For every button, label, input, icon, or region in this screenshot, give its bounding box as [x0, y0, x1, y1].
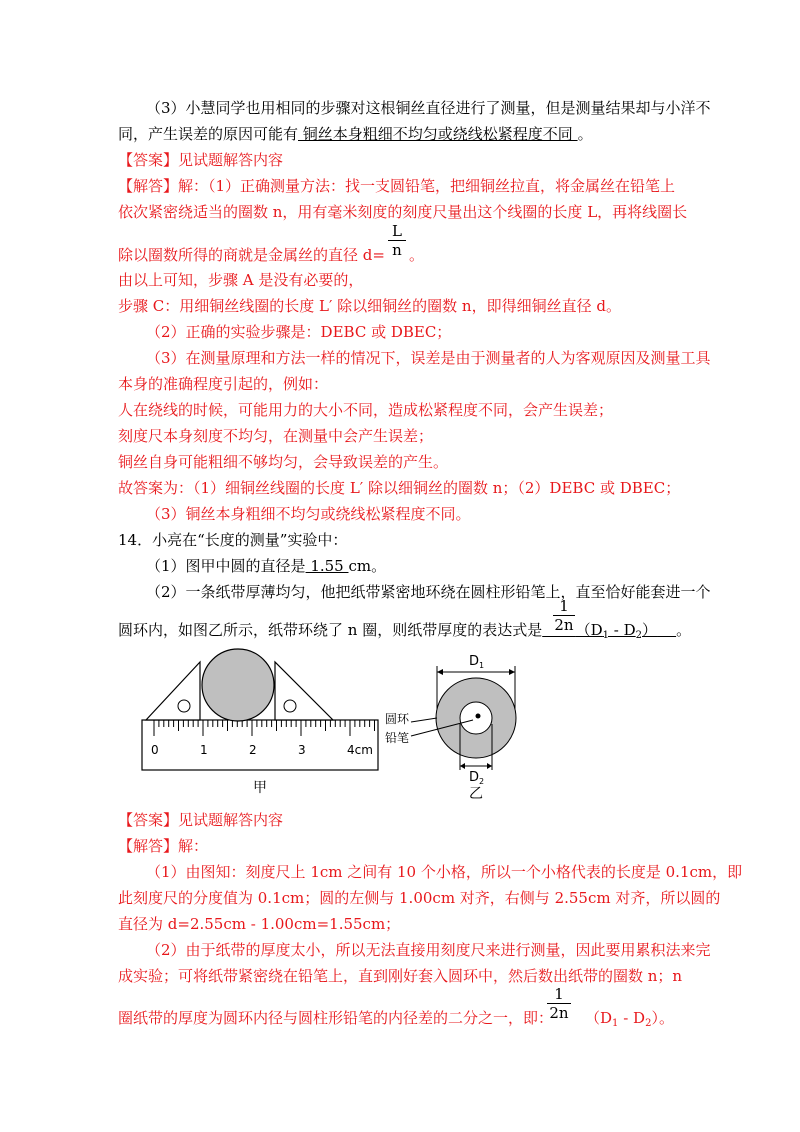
measured-circle — [202, 649, 274, 721]
inner-pencil — [460, 702, 492, 734]
q13-solution-line5: 步骤 C：用细铜丝线圈的长度 L′ 除以细铜丝的圈数 n，即得细铜丝直径 d。 — [118, 297, 621, 315]
ruler-tick-label: 0 — [151, 743, 159, 757]
q13-solution-line3: 除以圈数所得的商就是金属丝的直径 d= 。 — [118, 246, 424, 264]
pencil-core — [476, 714, 481, 719]
q13-solution-line9: 人在绕线的时候，可能用力的大小不同，造成松紧程度不同，会产生误差； — [118, 401, 614, 419]
q14-p2-line2: 圆环内，如图乙所示，纸带环绕了 n 圈，则纸带厚度的表达式是 $(D_1 - D_2)$ 。 — [118, 620, 691, 646]
q14-title: 14．小亮在“长度的测量”实验中： — [118, 531, 348, 549]
right-triangle — [275, 662, 333, 720]
q14-solution-head: 【解答】解： — [118, 837, 209, 855]
left-triangle-hole — [178, 700, 190, 712]
figure-yi — [385, 650, 535, 802]
q13-solution-line13: （3）铜丝本身粗细不均匀或绕线松紧程度不同。 — [146, 505, 471, 523]
q14-answer: 【答案】见试题解答内容 — [118, 811, 284, 829]
q14-solution-line3: 直径为 d=2.55cm - 1.00cm=1.55cm； — [118, 915, 401, 933]
ruler-tick-label: 4cm — [347, 743, 373, 757]
figure-yi-caption: 乙 — [469, 786, 483, 802]
q14-solution-fraction: 1 2n — [547, 986, 571, 1021]
q13-solution-line8: 本身的准确程度引起的，例如： — [118, 375, 329, 393]
q14-solution-line1: （1）由图知：刻度尺上 1cm 之间有 10 个小格，所以一个小格代表的长度是 0.1cm，即 — [146, 863, 743, 881]
d2-label: $D_2$ — [469, 770, 485, 786]
q14-solution-line5: 成实验；可将纸带紧密绕在铅笔上，直到刚好套入圆环中，然后数出纸带的圈数 n；n — [118, 967, 683, 985]
q14-p1: （1）图甲中圆的直径是 1.55 cm。 — [146, 557, 387, 575]
d1-label: $D_1$ — [469, 654, 485, 670]
q14-p2-answer: $(D_1 - D_2)$ — [575, 621, 658, 641]
ruler-tick-label: 3 — [298, 743, 306, 757]
left-triangle — [146, 662, 200, 720]
q13-p3-line2: 同，产生误差的原因可能有 铜丝本身粗细不均匀或绕线松紧程度不同 。 — [118, 125, 593, 143]
q13-solution-line12: 故答案为：（1）细铜丝线圈的长度 L′ 除以细铜丝的圈数 n；（2）DEBC 或 DBEC； — [118, 479, 681, 497]
q13-answer: 【答案】见试题解答内容 — [118, 151, 284, 169]
q14-p1-answer: 1.55 — [305, 557, 349, 575]
q14-fraction: 1 2n — [554, 597, 574, 634]
ruler — [142, 720, 378, 770]
q13-solution-line11: 铜丝自身可能粗细不够均匀，会导致误差的产生。 — [118, 453, 449, 471]
ring-label: 圆环 — [385, 712, 410, 726]
q14-solution-line4: （2）由于纸带的厚度太小，所以无法直接用刻度尺来进行测量，因此要用累积法来完 — [146, 941, 711, 959]
figure-jia-caption: 甲 — [253, 780, 267, 796]
q14-solution-line6: 圈纸带的厚度为圆环内径与圆柱形铅笔的内径差的二分之一，即： $(D_1 - D_2)$。 — [118, 1009, 674, 1029]
q14-p2-line1: （2）一条纸带厚薄均匀，他把纸带紧密地环绕在圆柱形铅笔上，直至恰好能套进一个 — [146, 583, 711, 601]
q13-solution-line1: 【解答】解：（1）正确测量方法：找一支圆铅笔，把细铜丝拉直，将金属丝在铅笔上 — [118, 177, 676, 195]
q13-p3-line1: （3）小慧同学也用相同的步骤对这根铜丝直径进行了测量，但是测量结果却与小洋不 — [146, 99, 711, 117]
ruler-tick-label: 1 — [200, 743, 208, 757]
q13-solution-line4: 由以上可知，步骤 A 是没有必要的， — [118, 271, 364, 289]
q13-solution-line6: （2）正确的实验步骤是：DEBC 或 DBEC； — [146, 323, 452, 341]
pencil-label: 铅笔 — [385, 731, 410, 745]
figure-jia — [138, 648, 398, 798]
ruler-tick-label: 2 — [249, 743, 257, 757]
q13-p3-answer: 铜丝本身粗细不均匀或绕线松紧程度不同 — [298, 125, 578, 143]
right-triangle-hole — [284, 700, 296, 712]
q13-solution-line7: （3）在测量原理和方法一样的情况下，误差是由于测量者的人为客观原因及测量工具 — [146, 349, 711, 367]
q14-solution-line2: 此刻度尺的分度值为 0.1cm；圆的左侧与 1.00cm 对齐，右侧与 2.55cm 对齐，所以圆的 — [118, 889, 721, 907]
q13-solution-line10: 刻度尺本身刻度不均匀，在测量中会产生误差； — [118, 427, 434, 445]
q13-solution-line2: 依次紧密绕适当的圈数 n，用有毫米刻度的刻度尺量出这个线圈的长度 L，再将线圈长 — [118, 203, 688, 221]
q13-fraction: L n — [388, 223, 406, 258]
